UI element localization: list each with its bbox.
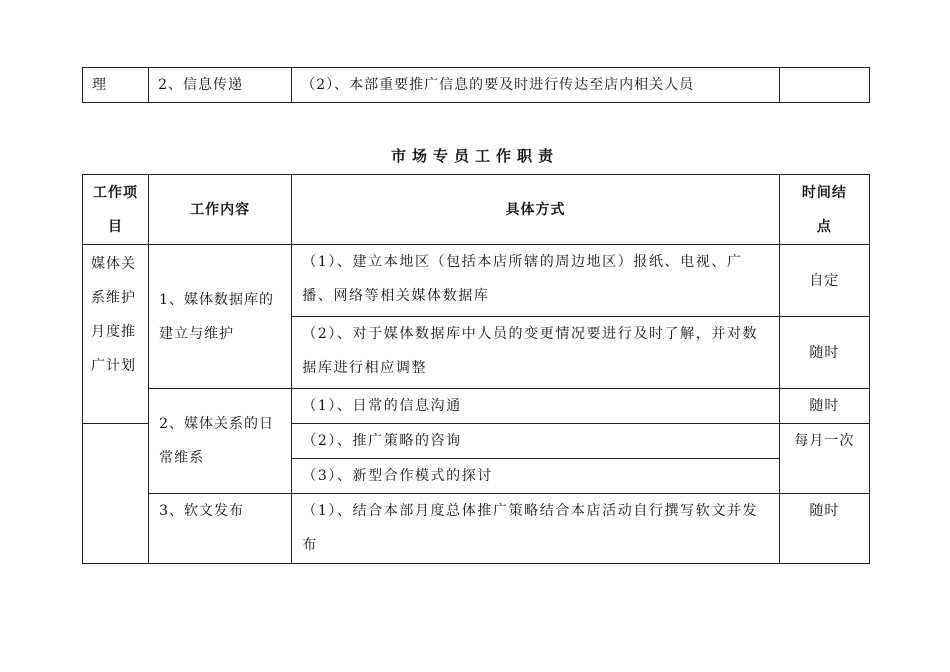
method-cell: （2）、对于媒体数据库中人员的变更情况要进行及时了解，并对数据库进行相应调整 bbox=[292, 317, 780, 389]
method-cell: （3）、新型合作模式的探讨 bbox=[292, 459, 780, 494]
header-method: 具体方式 bbox=[292, 175, 780, 245]
time-cell: 随时 bbox=[779, 494, 869, 564]
content-cell: 2、媒体关系的日常维系 bbox=[149, 389, 292, 494]
page-title: 市场专员工作职责 bbox=[390, 147, 559, 165]
work-item-cell: 媒体关系维护月度推广计划 bbox=[83, 245, 149, 424]
time-cell: 随时 bbox=[779, 389, 869, 424]
time-cell bbox=[779, 68, 869, 103]
method-cell: （2）、推广策略的咨询 bbox=[292, 424, 780, 459]
time-cell: 随时 bbox=[779, 317, 869, 389]
header-item: 工作项目 bbox=[83, 175, 149, 245]
method-cell: （1）、结合本部月度总体推广策略结合本店活动自行撰写软文并发布 bbox=[292, 494, 780, 564]
header-time: 时间结点 bbox=[779, 175, 869, 245]
method-cell: （1）、日常的信息沟通 bbox=[292, 389, 780, 424]
method-cell: （2）、本部重要推广信息的要及时进行传达至店内相关人员 bbox=[292, 68, 780, 103]
previous-table-fragment bbox=[82, 67, 870, 103]
table-row bbox=[83, 68, 870, 103]
table-row bbox=[83, 245, 870, 317]
time-cell: 每月一次 bbox=[779, 424, 869, 494]
duties-table bbox=[82, 174, 870, 564]
content-cell: 3、软文发布 bbox=[149, 494, 292, 564]
table-row bbox=[83, 389, 870, 424]
table-row bbox=[83, 494, 870, 564]
method-cell: （1）、建立本地区（包括本店所辖的周边地区）报纸、电视、广播、网络等相关媒体数据库 bbox=[292, 245, 780, 317]
header-content: 工作内容 bbox=[149, 175, 292, 245]
time-cell: 自定 bbox=[779, 245, 869, 317]
content-cell: 1、媒体数据库的建立与维护 bbox=[149, 245, 292, 389]
header-row bbox=[83, 175, 870, 245]
item-cell-continued: 理 bbox=[83, 68, 149, 103]
content-cell: 2、信息传递 bbox=[149, 68, 292, 103]
